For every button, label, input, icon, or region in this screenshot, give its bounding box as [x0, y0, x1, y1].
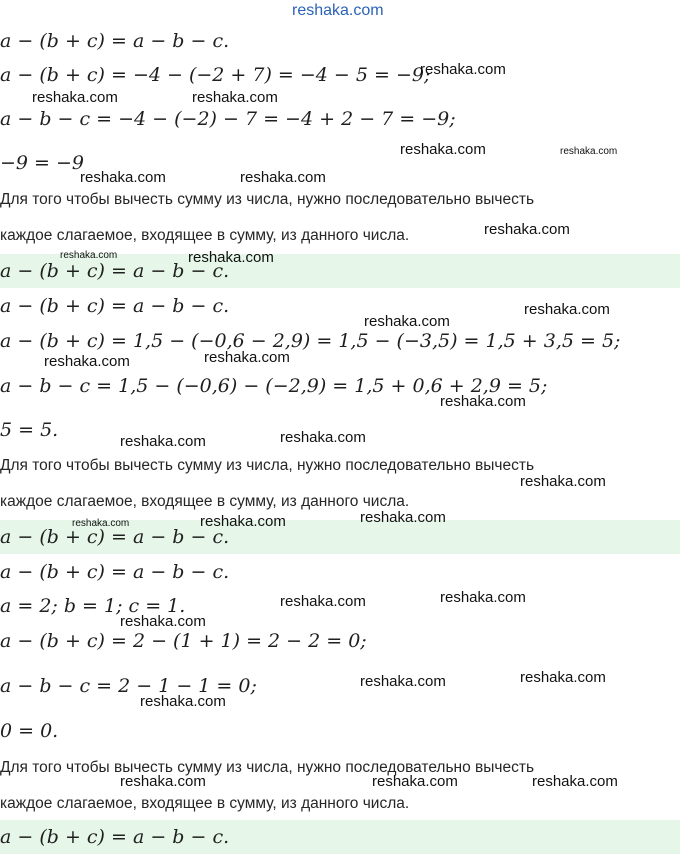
watermark: reshaka.com — [484, 221, 570, 238]
formula-line: a − (b + c) = a − b − c. — [0, 30, 230, 52]
formula-line: a − (b + c) = 2 − (1 + 1) = 2 − 2 = 0; — [0, 630, 367, 652]
watermark: reshaka.com — [520, 473, 606, 490]
watermark: reshaka.com — [240, 169, 326, 186]
formula-line: a − (b + c) = a − b − c. — [0, 561, 230, 583]
watermark: reshaka.com — [360, 509, 446, 526]
rule-formula: a − (b + c) = a − b − c. — [0, 260, 230, 282]
rule-text-line: Для того чтобы вычесть сумму из числа, нужно последовательно вычесть — [0, 759, 535, 776]
watermark: reshaka.com — [280, 593, 366, 610]
watermark: reshaka.com — [120, 433, 206, 450]
rule-highlight — [0, 820, 680, 854]
watermark-top: reshaka.com — [292, 2, 384, 19]
formula-line: 0 = 0. — [0, 720, 59, 742]
watermark: reshaka.com — [524, 301, 610, 318]
watermark: reshaka.com — [400, 141, 486, 158]
rule-text-line: каждое слагаемое, входящее в сумму, из данного числа. — [0, 795, 410, 812]
formula-line: a − b − c = 1,5 − (−0,6) − (−2,9) = 1,5 + 0,6 + 2,9 = 5; — [0, 375, 548, 397]
watermark: reshaka.com — [280, 429, 366, 446]
watermark: reshaka.com — [60, 250, 118, 261]
formula-line: −9 = −9 — [0, 152, 85, 174]
watermark: reshaka.com — [204, 349, 290, 366]
watermark: reshaka.com — [560, 146, 618, 157]
rule-text-line: каждое слагаемое, входящее в сумму, из данного числа. — [0, 493, 410, 510]
watermark: reshaka.com — [200, 513, 286, 530]
formula-line: a = 2; b = 1; c = 1. — [0, 595, 186, 617]
formula-line: a − b − c = 2 − 1 − 1 = 0; — [0, 675, 257, 697]
watermark: reshaka.com — [420, 61, 506, 78]
rule-formula: a − (b + c) = a − b − c. — [0, 826, 230, 848]
formula-line: 5 = 5. — [0, 419, 59, 441]
watermark: reshaka.com — [440, 589, 526, 606]
watermark: reshaka.com — [140, 693, 226, 710]
watermark: reshaka.com — [32, 89, 118, 106]
watermark: reshaka.com — [364, 313, 450, 330]
rule-text-line: Для того чтобы вычесть сумму из числа, нужно последовательно вычесть — [0, 191, 535, 208]
watermark: reshaka.com — [440, 393, 526, 410]
watermark: reshaka.com — [372, 773, 458, 790]
rule-text-line: Для того чтобы вычесть сумму из числа, нужно последовательно вычесть — [0, 457, 535, 474]
watermark: reshaka.com — [188, 249, 274, 266]
watermark: reshaka.com — [120, 613, 206, 630]
rule-text-line: каждое слагаемое, входящее в сумму, из данного числа. — [0, 227, 410, 244]
watermark: reshaka.com — [120, 773, 206, 790]
watermark: reshaka.com — [72, 518, 130, 529]
formula-line: a − (b + c) = 1,5 − (−0,6 − 2,9) = 1,5 − (−3,5) = 1,5 + 3,5 = 5; — [0, 330, 621, 352]
watermark: reshaka.com — [520, 669, 606, 686]
watermark: reshaka.com — [532, 773, 618, 790]
formula-line: a − (b + c) = a − b − c. — [0, 295, 230, 317]
watermark: reshaka.com — [192, 89, 278, 106]
watermark: reshaka.com — [80, 169, 166, 186]
watermark: reshaka.com — [360, 673, 446, 690]
formula-line: a − b − c = −4 − (−2) − 7 = −4 + 2 − 7 = −9; — [0, 108, 456, 130]
watermark: reshaka.com — [44, 353, 130, 370]
rule-formula: a − (b + c) = a − b − c. — [0, 526, 230, 548]
formula-line: a − (b + c) = −4 − (−2 + 7) = −4 − 5 = −9; — [0, 64, 431, 86]
